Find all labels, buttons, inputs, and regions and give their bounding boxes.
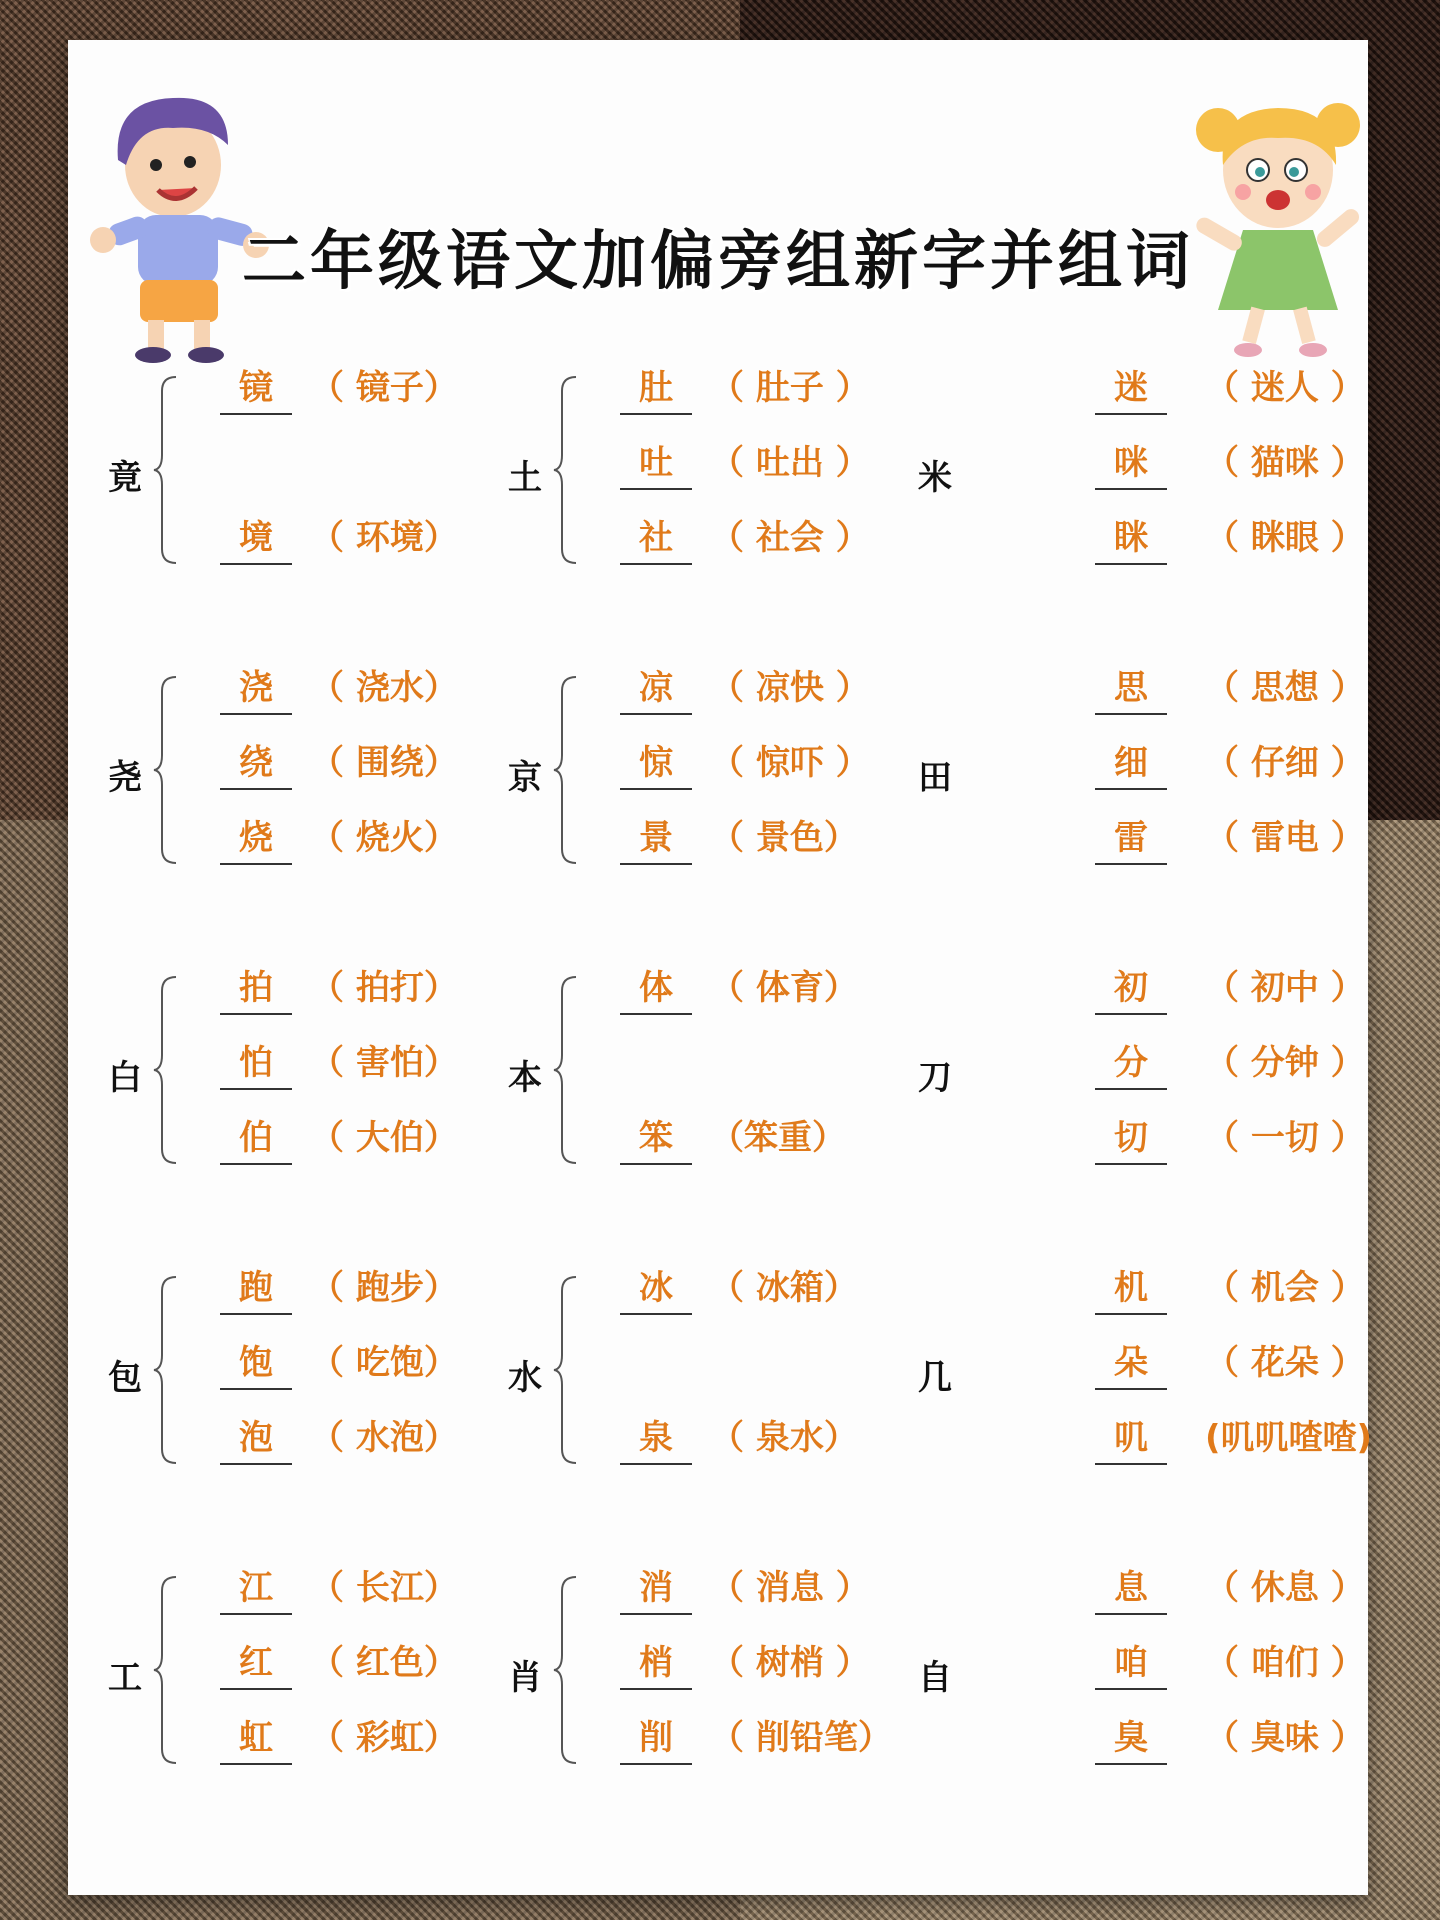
derived-char-blank: 社	[620, 510, 692, 565]
curly-brace	[552, 975, 582, 1165]
derived-char-blank: 息	[1095, 1560, 1167, 1615]
derived-char-blank: 细	[1095, 735, 1167, 790]
derived-char-blank: 景	[620, 810, 692, 865]
example-word: （ 烧火）	[310, 818, 458, 858]
example-word: （ 社会 ）	[710, 518, 870, 558]
example-word: （ 凉快 ）	[710, 668, 870, 708]
example-word: （ 跑步）	[310, 1268, 458, 1308]
example-word: （ 冰箱）	[710, 1268, 858, 1308]
curly-brace	[152, 375, 182, 565]
derived-char-blank: 咱	[1095, 1635, 1167, 1690]
derived-char-blank: 镜	[220, 360, 292, 415]
derived-char-blank: 臭	[1095, 1710, 1167, 1765]
derived-char-blank: 咪	[1095, 435, 1167, 490]
derived-char-blank: 怕	[220, 1035, 292, 1090]
worksheet-paper	[68, 40, 1373, 1895]
example-word: （ 害怕）	[310, 1043, 458, 1083]
curly-brace	[152, 1575, 182, 1765]
derived-char-blank: 梢	[620, 1635, 692, 1690]
example-word: （ 环境）	[310, 518, 458, 558]
radical-root-char: 肖	[508, 1658, 542, 1698]
example-word: （ 肚子 ）	[710, 368, 870, 408]
curly-brace	[152, 675, 182, 865]
derived-char-blank: 叽	[1095, 1410, 1167, 1465]
derived-char-blank: 思	[1095, 660, 1167, 715]
derived-char-blank: 初	[1095, 960, 1167, 1015]
radical-root-char: 京	[508, 758, 542, 798]
example-word: （ 分钟 ）	[1205, 1043, 1365, 1083]
derived-char-blank: 境	[220, 510, 292, 565]
example-word: （ 体育）	[710, 968, 858, 1008]
example-word: （ 水泡）	[310, 1418, 458, 1458]
example-word: （ 长江）	[310, 1568, 458, 1608]
derived-char-blank: 红	[220, 1635, 292, 1690]
example-word: （ 镜子）	[310, 368, 458, 408]
derived-char-blank: 体	[620, 960, 692, 1015]
radical-root-char: 包	[108, 1358, 142, 1398]
example-word: （ 拍打）	[310, 968, 458, 1008]
example-word: （ 浇水）	[310, 668, 458, 708]
radical-root-char: 土	[508, 458, 542, 498]
example-word: （ 仔细 ）	[1205, 743, 1365, 783]
curly-brace	[152, 1275, 182, 1465]
radical-root-char: 米	[918, 458, 952, 498]
derived-char-blank: 迷	[1095, 360, 1167, 415]
curly-brace	[552, 375, 582, 565]
example-word: （ 花朵 ）	[1205, 1343, 1365, 1383]
derived-char-blank: 消	[620, 1560, 692, 1615]
derived-char-blank: 浇	[220, 660, 292, 715]
derived-char-blank: 吐	[620, 435, 692, 490]
derived-char-blank: 江	[220, 1560, 292, 1615]
radical-root-char: 自	[918, 1658, 952, 1698]
derived-char-blank: 笨	[620, 1110, 692, 1165]
radical-root-char: 工	[108, 1658, 142, 1698]
derived-char-blank: 切	[1095, 1110, 1167, 1165]
example-word: （ 景色）	[710, 818, 858, 858]
example-word: （ 咱们 ）	[1205, 1643, 1365, 1683]
example-word: （ 思想 ）	[1205, 668, 1365, 708]
example-word: （ 迷人 ）	[1205, 368, 1365, 408]
example-word: (叽叽喳喳)	[1205, 1418, 1373, 1458]
example-word: （ 大伯）	[310, 1118, 458, 1158]
example-word: （ 吐出 ）	[710, 443, 870, 483]
derived-char-blank: 绕	[220, 735, 292, 790]
example-word: （ 泉水）	[710, 1418, 858, 1458]
derived-char-blank: 凉	[620, 660, 692, 715]
derived-char-blank: 烧	[220, 810, 292, 865]
derived-char-blank: 机	[1095, 1260, 1167, 1315]
example-word: （ 红色）	[310, 1643, 458, 1683]
derived-char-blank: 冰	[620, 1260, 692, 1315]
derived-char-blank: 拍	[220, 960, 292, 1015]
derived-char-blank: 眯	[1095, 510, 1167, 565]
example-word: （ 树梢 ）	[710, 1643, 870, 1683]
radical-root-char: 几	[918, 1358, 952, 1398]
radical-root-char: 竟	[108, 458, 142, 498]
derived-char-blank: 分	[1095, 1035, 1167, 1090]
derived-char-blank: 雷	[1095, 810, 1167, 865]
example-word: （ 猫咪 ）	[1205, 443, 1365, 483]
derived-char-blank: 削	[620, 1710, 692, 1765]
radical-root-char: 尧	[108, 758, 142, 798]
example-word: （ 眯眼 ）	[1205, 518, 1365, 558]
example-word: （ 机会 ）	[1205, 1268, 1365, 1308]
example-word: （笨重）	[710, 1118, 846, 1158]
example-word: （ 削铅笔）	[710, 1718, 892, 1758]
example-word: （ 吃饱）	[310, 1343, 458, 1383]
example-word: （ 休息 ）	[1205, 1568, 1365, 1608]
curly-brace	[552, 1575, 582, 1765]
derived-char-blank: 惊	[620, 735, 692, 790]
example-word: （ 惊吓 ）	[710, 743, 870, 783]
derived-char-blank: 泡	[220, 1410, 292, 1465]
example-word: （ 围绕）	[310, 743, 458, 783]
curly-brace	[552, 1275, 582, 1465]
derived-char-blank: 虹	[220, 1710, 292, 1765]
radical-root-char: 田	[918, 758, 952, 798]
derived-char-blank: 朵	[1095, 1335, 1167, 1390]
radical-root-char: 白	[108, 1058, 142, 1098]
derived-char-blank: 肚	[620, 360, 692, 415]
curly-brace	[152, 975, 182, 1165]
radical-root-char: 本	[508, 1058, 542, 1098]
derived-char-blank: 泉	[620, 1410, 692, 1465]
example-word: （ 雷电 ）	[1205, 818, 1365, 858]
example-word: （ 初中 ）	[1205, 968, 1365, 1008]
example-word: （ 消息 ）	[710, 1568, 870, 1608]
example-word: （ 一切 ）	[1205, 1118, 1365, 1158]
derived-char-blank: 饱	[220, 1335, 292, 1390]
example-word: （ 臭味 ）	[1205, 1718, 1365, 1758]
radical-root-char: 刀	[918, 1058, 952, 1098]
derived-char-blank: 伯	[220, 1110, 292, 1165]
derived-char-blank: 跑	[220, 1260, 292, 1315]
page-title: 二年级语文加偏旁组新字并组词	[242, 225, 1194, 299]
radical-root-char: 水	[508, 1358, 542, 1398]
curly-brace	[552, 675, 582, 865]
example-word: （ 彩虹）	[310, 1718, 458, 1758]
